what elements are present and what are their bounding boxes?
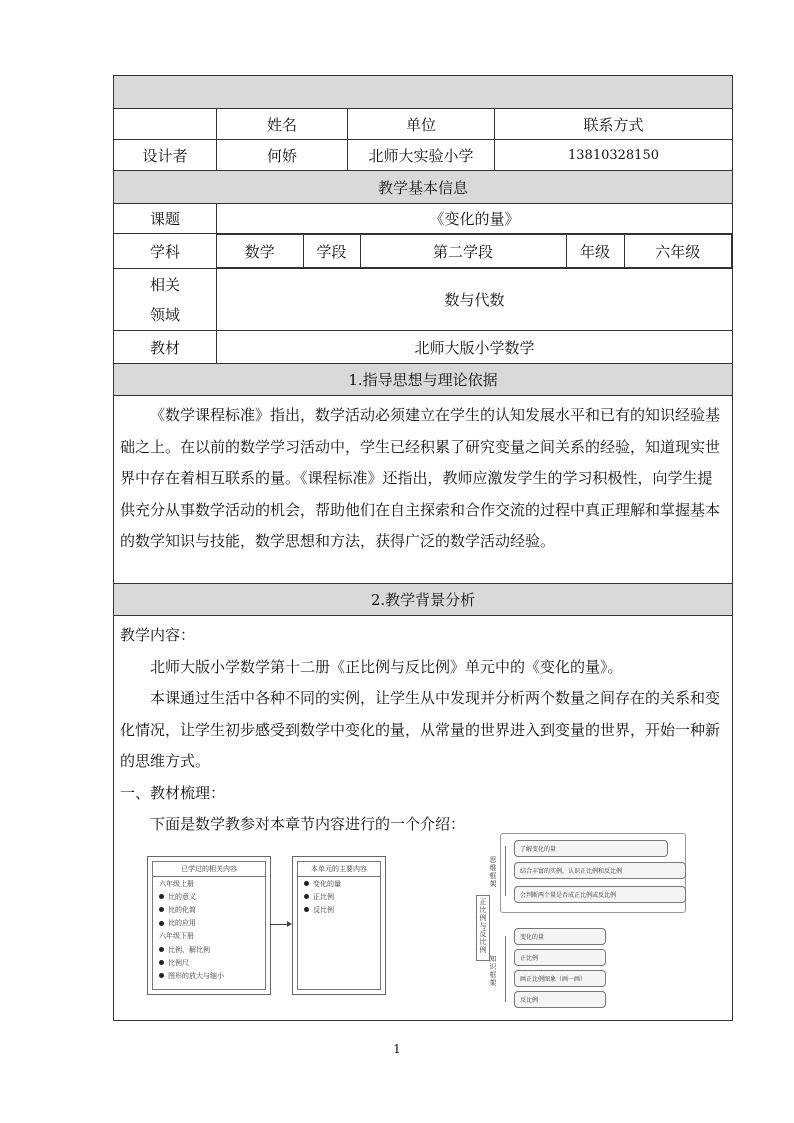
header-contact: 联系方式 (495, 109, 733, 140)
mindmap-lower-label: 知识框架 (489, 955, 497, 987)
prior-knowledge-item (153, 943, 265, 956)
prior-knowledge-item (153, 877, 265, 890)
prior-knowledge-item-text: 比的化简 (168, 905, 196, 914)
mindmap-upper-connector (505, 846, 506, 896)
mindmap-upper-item-2: 结合丰富的实例，认识正比例和反比例 (514, 862, 686, 879)
prior-knowledge-item (153, 930, 265, 943)
prior-knowledge-title: 已学过的相关内容 (153, 862, 265, 877)
bullet-icon (159, 973, 164, 978)
mindmap-center-label: 正比例与反比例 (476, 895, 490, 961)
mindmap-lower-item-1: 变化的量 (514, 928, 606, 945)
prior-knowledge-item (153, 969, 265, 982)
figure-prior-knowledge-box (147, 856, 271, 995)
topic-label: 课题 (114, 204, 217, 234)
unit-content-item (298, 877, 380, 890)
unit-content-list (298, 877, 380, 917)
header-name: 姓名 (217, 109, 348, 140)
mindmap-lower-item-2: 正比例 (514, 949, 606, 966)
field-label-line2: 领域 (149, 305, 180, 324)
unit-content-item-text: 正比例 (313, 892, 334, 901)
unit-content-item (298, 890, 380, 903)
prior-knowledge-item (153, 890, 265, 903)
section1-title: 1.指导思想与理论依据 (114, 364, 733, 396)
section1-text: 《数学课程标准》指出，数学活动必须建立在学生的认知发展水平和已有的知识经验基础之上。在以前的数学学习活动中，学生已经积累了研究变量之间关系的经验，知道现实世界中存在着相互联系的量。《课程标准》还指出，教师应激发学生的学习积极性，向学生提供充分从事数学活动的机会，帮助他们在自主探索和合作交流的过程中真正理解和掌握基本的数学知识与技能，数学思想和方法，获得广泛的数学活动经验。 (114, 396, 733, 584)
bullet-icon (159, 894, 164, 899)
field-value: 数与代数 (217, 269, 733, 331)
bullet-icon (304, 907, 309, 912)
mindmap-upper-item-3: 会判断两个量是否成正比例或反比例 (514, 886, 686, 903)
bullet-icon (159, 947, 164, 952)
mindmap-lower-item-4: 反比例 (514, 991, 606, 1008)
subject-subtable (217, 234, 732, 268)
prior-knowledge-item-text: 比的应用 (168, 919, 196, 928)
field-label-line1: 相关 (149, 275, 180, 294)
topic-value: 《变化的量》 (217, 204, 733, 234)
designer-contact: 13810328150 (495, 140, 733, 171)
bullet-icon (159, 921, 164, 926)
prior-knowledge-item-text: 比的意义 (168, 892, 196, 901)
table-title-row (114, 76, 733, 109)
textbook-value: 北师大版小学数学 (217, 331, 733, 364)
stage-label: 学段 (303, 235, 360, 268)
prior-knowledge-item-text: 图形的放大与缩小 (168, 971, 224, 980)
mindmap-upper-item-1: 了解变化的量 (514, 840, 668, 857)
prior-knowledge-item-text: 六年级下册 (159, 932, 194, 941)
content-heading: 一、教材梳理： (120, 783, 226, 802)
bullet-icon (159, 907, 164, 912)
content-para1: 北师大版小学数学第十二册《正比例与反比例》单元中的《变化的量》。 (150, 657, 623, 676)
textbook-label: 教材 (114, 331, 217, 364)
designer-unit: 北师大实验小学 (348, 140, 495, 171)
prior-knowledge-item (153, 903, 265, 916)
subject-label: 学科 (114, 234, 217, 269)
unit-content-item (298, 903, 380, 916)
prior-knowledge-list (153, 877, 265, 983)
prior-knowledge-item (153, 956, 265, 969)
mindmap-lower-connector (505, 936, 506, 1002)
mindmap-upper-label: 思维框架 (489, 856, 497, 888)
content-intro: 下面是数学教参对本章节内容进行的一个介绍： (150, 815, 466, 833)
section2-title: 2.教学背景分析 (114, 584, 733, 616)
unit-content-item-text: 变化的量 (313, 879, 341, 888)
subject-value: 数学 (217, 235, 303, 268)
unit-content-title: 本单元的主要内容 (298, 862, 380, 877)
grade-value: 六年级 (624, 235, 732, 268)
prior-knowledge-item-text: 比例、解比例 (168, 945, 210, 954)
prior-knowledge-item-text: 比例尺 (168, 958, 189, 967)
prior-knowledge-item-text: 六年级上册 (159, 879, 194, 888)
basic-info-title: 教学基本信息 (114, 171, 733, 204)
mindmap-lower-item-3: 画正比例图象（画一画） (514, 970, 606, 987)
bullet-icon (304, 894, 309, 899)
content-label: 教学内容： (120, 626, 196, 644)
designer-name: 何娇 (217, 140, 348, 171)
field-label (114, 269, 217, 331)
header-unit: 单位 (348, 109, 495, 140)
page-number: 1 (393, 1042, 401, 1056)
content-para2: 本课通过生活中各种不同的实例，让学生从中发现并分析两个数量之间存在的关系和变化情况，让学生初步感受到数学中变化的量，从常量的世界进入到变量的世界，开始一种新的思维方式。 (120, 689, 721, 770)
grade-label: 年级 (566, 235, 624, 268)
designer-label: 设计者 (114, 140, 217, 171)
bullet-icon (304, 881, 309, 886)
unit-content-item-text: 反比例 (313, 905, 334, 914)
stage-value: 第二学段 (360, 235, 566, 268)
header-empty-cell (114, 109, 217, 140)
figure-unit-content-box (292, 856, 386, 995)
bullet-icon (159, 960, 164, 965)
prior-knowledge-item (153, 917, 265, 930)
